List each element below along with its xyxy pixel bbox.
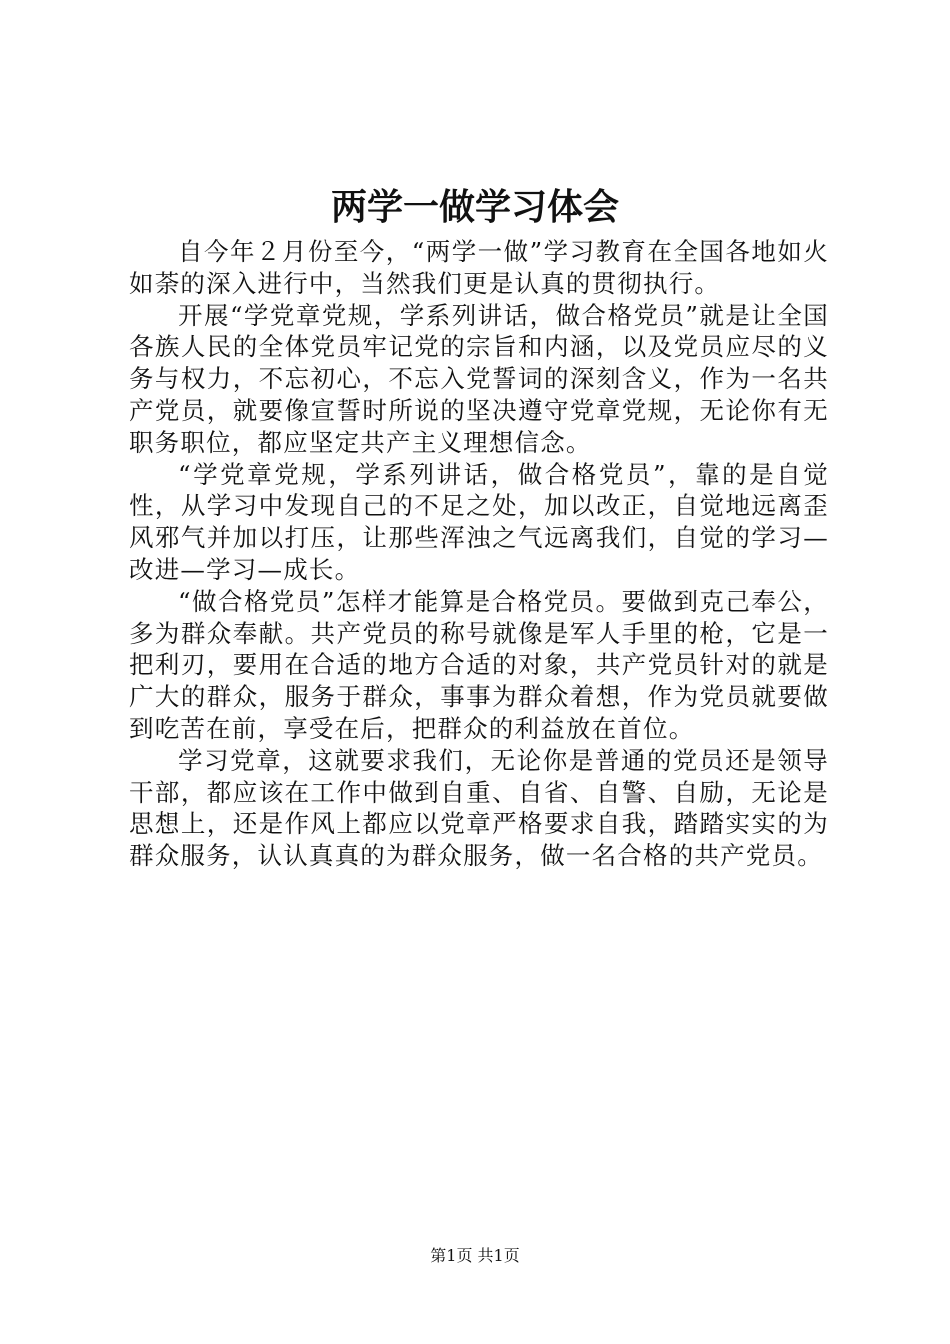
paragraph-2: 开展“学党章党规，学系列讲话，做合格党员”就是让全国各族人民的全体党员牢记党的宗旨和内涵，以及党员应尽的义务与权力，不忘初心，不忘入党誓词的深刻含义，作为一名共产党员，就要像宣誓时所说的坚决遵守党章党规，无论你有无职务职位，都应坚定共产主义理想信念。 <box>129 300 829 457</box>
paragraph-5: 学习党章，这就要求我们，无论你是普通的党员还是领导干部，都应该在工作中做到自重、自省、自警、自励，无论是思想上，还是作风上都应以党章严格要求自我，踏踏实实的为群众服务，认认真真的为群众服务，做一名合格的共产党员。 <box>129 745 829 871</box>
page-footer: 第1页 共1页 <box>430 1246 520 1265</box>
paragraph-4: “做合格党员”怎样才能算是合格党员。要做到克己奉公，多为群众奉献。共产党员的称号就像是军人手里的枪，它是一把利刃，要用在合适的地方合适的对象，共产党员针对的就是广大的群众，服务于群众，事事为群众着想，作为党员就要做到吃苦在前，享受在后，把群众的利益放在首位。 <box>129 586 829 743</box>
document-title: 两学一做学习体会 <box>330 186 619 228</box>
document-body <box>129 236 829 872</box>
paragraph-1: 自今年２月份至今，“两学一做”学习教育在全国各地如火如荼的深入进行中，当然我们更是认真的贯彻执行。 <box>129 237 829 298</box>
paragraph-3: “学党章党规，学系列讲话，做合格党员”，靠的是自觉性，从学习中发现自己的不足之处，加以改正，自觉地远离歪风邪气并加以打压，让那些浑浊之气远离我们，自觉的学习—改进—学习—成长。 <box>129 459 829 584</box>
